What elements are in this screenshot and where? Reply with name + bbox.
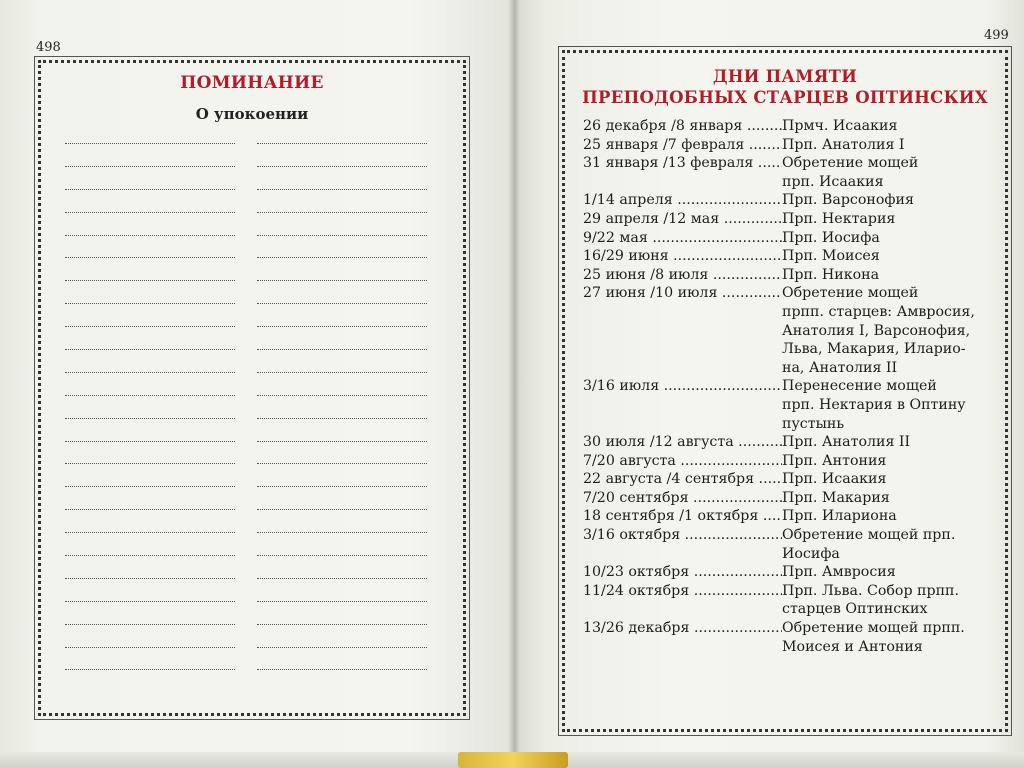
- memorial-date: 9/22 мая .....: [583, 229, 782, 248]
- memorial-event-line: Обретение мощей: [782, 285, 919, 302]
- memorial-event-line: пустынь: [782, 415, 845, 432]
- memorial-date: 31 января /13 февраля .....: [583, 154, 782, 173]
- memorial-day-row: [583, 452, 983, 471]
- remembrance-lines-left: [65, 143, 235, 692]
- memorial-date: 29 апреля /12 мая .....: [583, 210, 782, 229]
- memorial-date: 22 августа /4 сентября .....: [583, 470, 782, 489]
- blank-name-line: [257, 257, 427, 258]
- memorial-event: [782, 229, 983, 248]
- memorial-event: [782, 154, 983, 191]
- blank-name-line: [257, 212, 427, 213]
- blank-name-line: [65, 486, 235, 487]
- memorial-event-line: Прп. Макария: [782, 489, 890, 506]
- memorial-day-row: [583, 266, 983, 285]
- memorial-event-line: Прп. Исаакия: [782, 471, 887, 488]
- memorial-event-line: прп. Нектария в Оптину: [782, 396, 966, 413]
- memorial-event: [782, 507, 983, 526]
- blank-name-line: [65, 463, 235, 464]
- blank-name-line: [65, 280, 235, 281]
- memorial-day-row: [583, 284, 983, 377]
- memorial-event-line: Прмч. Исаакия: [782, 118, 898, 134]
- memorial-date: 3/16 июля .....: [583, 377, 782, 396]
- left-page-number: 498: [36, 40, 61, 55]
- memorial-event-line: Моисея и Антония: [782, 638, 923, 655]
- memorial-date: 25 июня /8 июля .....: [583, 266, 782, 285]
- memorial-event: [782, 210, 983, 229]
- blank-name-line: [257, 601, 427, 602]
- memorial-date: 11/24 октября .....: [583, 582, 782, 601]
- memorial-event-line: Обретение мощей прпп.: [782, 620, 965, 637]
- blank-name-line: [65, 303, 235, 304]
- right-page-title-line1: ДНИ ПАМЯТИ: [712, 67, 858, 86]
- blank-name-line: [257, 418, 427, 419]
- blank-name-line: [65, 647, 235, 648]
- memorial-date: 18 сентября /1 октября .....: [583, 507, 782, 526]
- memorial-event-line: старцев Оптинских: [782, 601, 928, 618]
- blank-name-line: [257, 303, 427, 304]
- blank-name-line: [257, 143, 427, 144]
- memorial-date: 1/14 апреля .....: [583, 191, 782, 210]
- bookmark-ribbon: [458, 752, 568, 768]
- blank-name-line: [257, 372, 427, 373]
- memorial-event-line: Обретение мощей: [782, 155, 919, 172]
- memorial-date: 10/23 октября .....: [583, 563, 782, 582]
- memorial-day-row: [583, 526, 983, 563]
- memorial-day-row: [583, 154, 983, 191]
- memorial-event: [782, 452, 983, 471]
- memorial-event: [782, 117, 983, 136]
- blank-name-line: [65, 372, 235, 373]
- memorial-event: [782, 433, 983, 452]
- right-page-frame: [562, 50, 1008, 732]
- memorial-event: [782, 489, 983, 508]
- blank-name-line: [65, 441, 235, 442]
- memorial-day-row: [583, 136, 983, 155]
- blank-name-line: [65, 326, 235, 327]
- blank-name-line: [257, 463, 427, 464]
- memorial-event-line: Прп. Анатолия II: [782, 434, 911, 451]
- blank-name-line: [257, 669, 427, 670]
- memorial-day-row: [583, 507, 983, 526]
- memorial-date: 30 июля /12 августа .....: [583, 433, 782, 452]
- blank-name-line: [257, 486, 427, 487]
- blank-name-line: [257, 189, 427, 190]
- memorial-event-line: Перенесение мощей: [782, 378, 937, 395]
- left-page-frame: [38, 60, 466, 716]
- memorial-event-line: Прп. Моисея: [782, 248, 880, 265]
- memorial-event-line: Прп. Илариона: [782, 508, 897, 525]
- blank-name-line: [257, 395, 427, 396]
- memorial-date: 27 июня /10 июля .....: [583, 284, 782, 303]
- memorial-event-line: Прп. Иосифа: [782, 229, 880, 246]
- blank-name-line: [257, 326, 427, 327]
- left-page-subtitle: О упокоении: [195, 105, 309, 123]
- memorial-event-line: Прп. Никона: [782, 266, 880, 283]
- memorial-event-line: на, Анатолия II: [782, 359, 898, 376]
- memorial-date: 25 января /7 февраля .....: [583, 136, 782, 155]
- blank-name-line: [65, 166, 235, 167]
- memorial-event-line: Иосифа: [782, 545, 840, 562]
- right-page-number: 499: [984, 28, 1009, 43]
- blank-name-line: [65, 601, 235, 602]
- blank-name-line: [65, 212, 235, 213]
- blank-name-line: [65, 189, 235, 190]
- memorial-date: 3/16 октября .....: [583, 526, 782, 545]
- memorial-day-row: [583, 582, 983, 619]
- blank-name-line: [65, 669, 235, 670]
- memorial-day-row: [583, 191, 983, 210]
- memorial-day-row: [583, 229, 983, 248]
- blank-name-line: [257, 509, 427, 510]
- right-page-title-line2: ПРЕПОДОБНЫХ СТАРЦЕВ ОПТИНСКИХ: [582, 88, 988, 107]
- blank-name-line: [65, 349, 235, 350]
- memorial-date: 13/26 декабря .....: [583, 619, 782, 638]
- left-page-title: ПОМИНАНИЕ: [180, 73, 324, 93]
- memorial-event-line: Анатолия I, Варсонофия,: [782, 322, 971, 339]
- memorial-event-line: Льва, Макария, Иларио-: [782, 341, 966, 358]
- blank-name-line: [257, 441, 427, 442]
- memorial-event: [782, 470, 983, 489]
- memorial-date: 16/29 июня .....: [583, 247, 782, 266]
- memorial-event-line: Прп. Льва. Собор прпп.: [782, 582, 959, 599]
- blank-name-line: [257, 166, 427, 167]
- memorial-day-row: [583, 563, 983, 582]
- memorial-event: [782, 526, 983, 563]
- blank-name-line: [65, 395, 235, 396]
- blank-name-line: [65, 235, 235, 236]
- memorial-event-line: Прп. Антония: [782, 452, 887, 469]
- memorial-date: 7/20 сентября .....: [583, 489, 782, 508]
- memorial-event-line: Прп. Анатолия I: [782, 136, 905, 153]
- memorial-event-line: прпп. старцев: Амвросия,: [782, 303, 975, 320]
- memorial-event: [782, 247, 983, 266]
- memorial-event: [782, 377, 983, 433]
- blank-name-line: [65, 555, 235, 556]
- blank-name-line: [257, 647, 427, 648]
- memorial-day-row: [583, 117, 983, 136]
- memorial-event: [782, 582, 983, 619]
- blank-name-line: [257, 624, 427, 625]
- blank-name-line: [65, 143, 235, 144]
- memorial-event-line: Обретение мощей прп.: [782, 527, 956, 544]
- blank-name-line: [65, 257, 235, 258]
- blank-name-line: [257, 555, 427, 556]
- book-gutter: [508, 0, 520, 768]
- blank-name-line: [65, 509, 235, 510]
- memorial-day-row: [583, 433, 983, 452]
- memorial-event-line: Прп. Нектария: [782, 210, 896, 227]
- memorial-event-line: Прп. Амвросия: [782, 564, 896, 581]
- memorial-day-row: [583, 489, 983, 508]
- memorial-day-row: [583, 377, 983, 433]
- blank-name-line: [257, 532, 427, 533]
- memorial-event: [782, 191, 983, 210]
- memorial-event: [782, 563, 983, 582]
- memorial-event-line: Прп. Варсонофия: [782, 192, 914, 209]
- memorial-date: 7/20 августа .....: [583, 452, 782, 471]
- blank-name-line: [65, 624, 235, 625]
- blank-name-line: [257, 235, 427, 236]
- memorial-day-row: [583, 619, 983, 656]
- blank-name-line: [257, 578, 427, 579]
- memorial-day-row: [583, 247, 983, 266]
- memorial-event: [782, 266, 983, 285]
- blank-name-line: [65, 578, 235, 579]
- blank-name-line: [257, 280, 427, 281]
- memorial-event-line: прп. Исаакия: [782, 173, 884, 190]
- memorial-days-list: [583, 117, 983, 656]
- memorial-event: [782, 619, 983, 656]
- memorial-day-row: [583, 210, 983, 229]
- memorial-day-row: [583, 470, 983, 489]
- memorial-event: [782, 136, 983, 155]
- blank-name-line: [65, 532, 235, 533]
- memorial-event: [782, 284, 983, 377]
- memorial-date: 26 декабря /8 января .....: [583, 117, 782, 136]
- blank-name-line: [257, 349, 427, 350]
- blank-name-line: [65, 418, 235, 419]
- remembrance-lines-right: [257, 143, 427, 692]
